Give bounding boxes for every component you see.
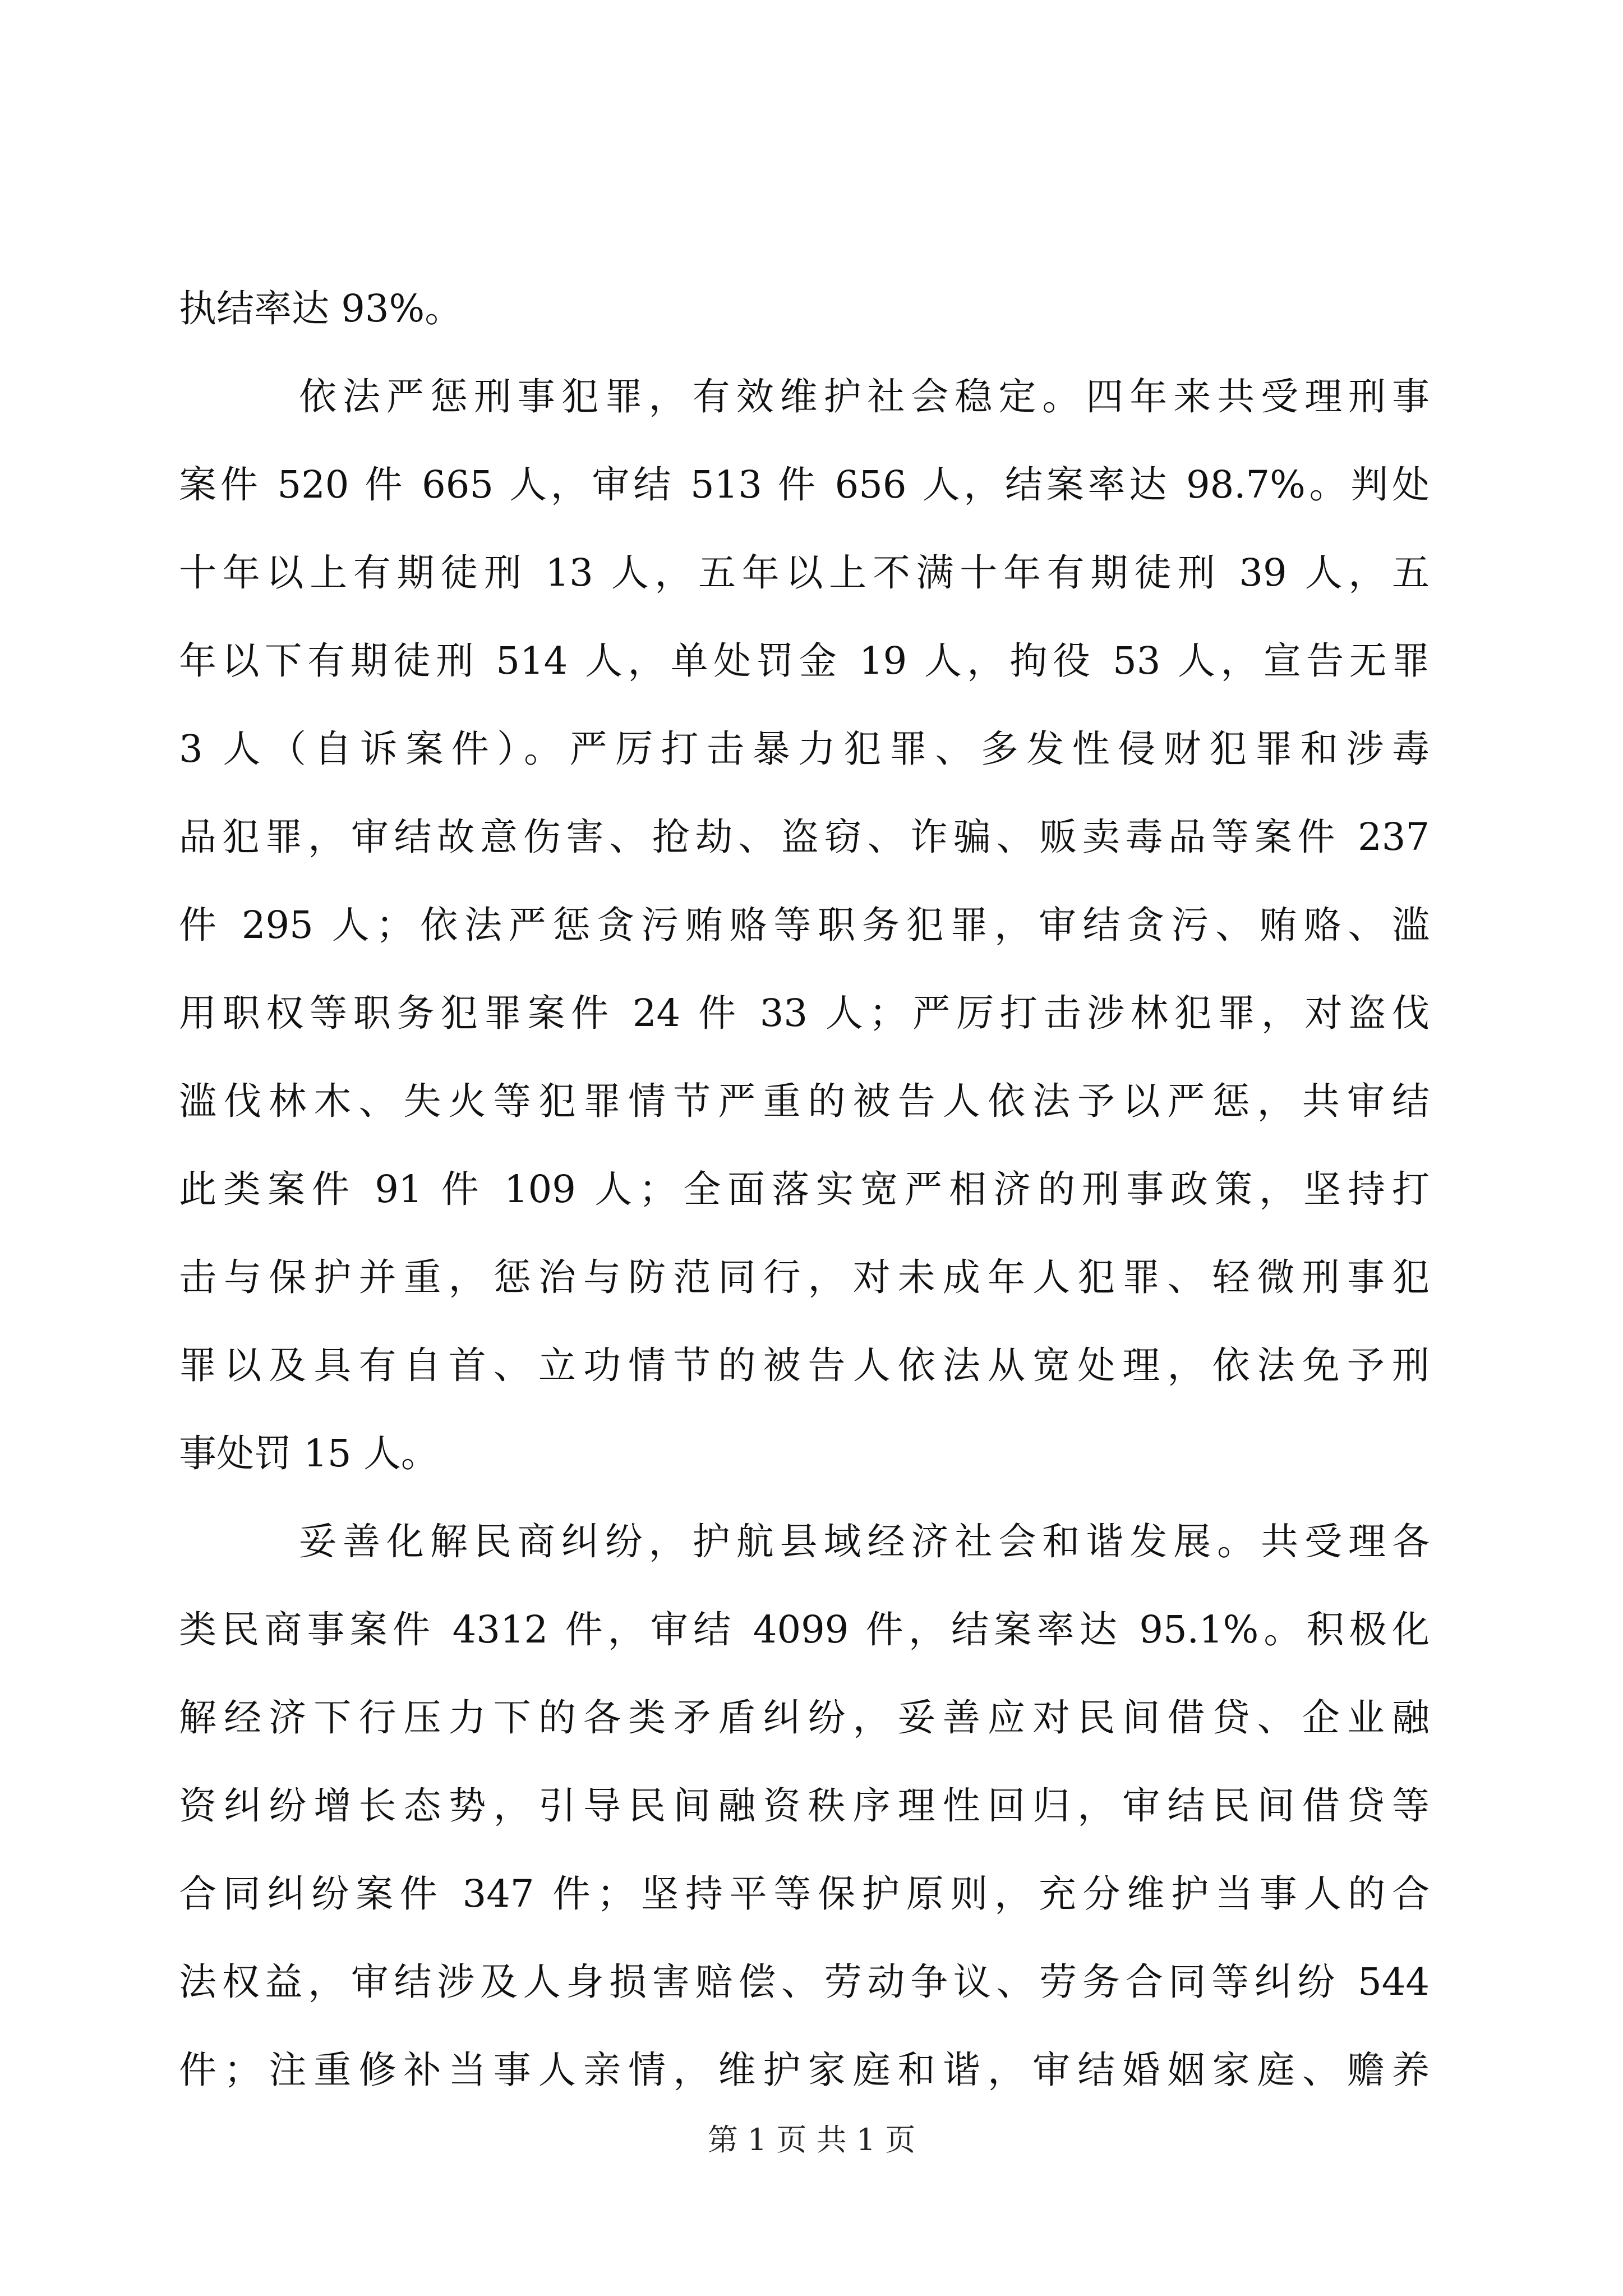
text-line: 件 295 人；依法严惩贪污贿赂等职务犯罪，审结贪污、贿赂、滥: [179, 903, 1430, 947]
text-line: 执结率达 93%。: [179, 287, 463, 330]
text-line: 罪以及具有自首、立功情节的被告人依法从宽处理，依法免予刑: [179, 1343, 1430, 1387]
text-line: 类民商事案件 4312 件，审结 4099 件，结案率达 95.1%。积极化: [179, 1608, 1430, 1651]
text-line: 案件 520 件 665 人，审结 513 件 656 人，结案率达 98.7%。判处: [179, 463, 1430, 507]
text-line: 合同纠纷案件 347 件；坚持平等保护原则，充分维护当事人的合: [179, 1872, 1430, 1916]
text-line: 品犯罪，审结故意伤害、抢劫、盗窃、诈骗、贩卖毒品等案件 237: [179, 815, 1430, 859]
text-line: 滥伐林木、失火等犯罪情节严重的被告人依法予以严惩，共审结: [179, 1079, 1430, 1123]
text-line: 3 人（自诉案件）。严厉打击暴力犯罪、多发性侵财犯罪和涉毒: [179, 727, 1430, 771]
text-line: 年以下有期徒刑 514 人，单处罚金 19 人，拘役 53 人，宣告无罪: [179, 639, 1430, 683]
paragraph-start-line: 妥善化解民商纠纷，护航县域经济社会和谐发展。共受理各: [299, 1520, 1430, 1563]
text-line: 事处罚 15 人。: [179, 1432, 439, 1475]
text-line: 用职权等职务犯罪案件 24 件 33 人；严厉打击涉林犯罪，对盗伐: [179, 991, 1430, 1035]
page-footer: 第 1 页 共 1 页: [707, 2122, 916, 2157]
paragraph-start-line: 依法严惩刑事犯罪，有效维护社会稳定。四年来共受理刑事: [299, 375, 1430, 418]
text-line: 件；注重修补当事人亲情，维护家庭和谐，审结婚姻家庭、赡养: [179, 2048, 1430, 2092]
text-line: 击与保护并重，惩治与防范同行，对未成年人犯罪、轻微刑事犯: [179, 1255, 1430, 1299]
text-line: 此类案件 91 件 109 人；全面落实宽严相济的刑事政策，坚持打: [179, 1167, 1430, 1211]
text-line: 十年以上有期徒刑 13 人，五年以上不满十年有期徒刑 39 人，五: [179, 551, 1430, 595]
text-line: 法权益，审结涉及人身损害赔偿、劳动争议、劳务合同等纠纷 544: [179, 1960, 1430, 2004]
text-line: 资纠纷增长态势，引导民间融资秩序理性回归，审结民间借贷等: [179, 1784, 1430, 1828]
text-line: 解经济下行压力下的各类矛盾纠纷，妥善应对民间借贷、企业融: [179, 1696, 1430, 1740]
